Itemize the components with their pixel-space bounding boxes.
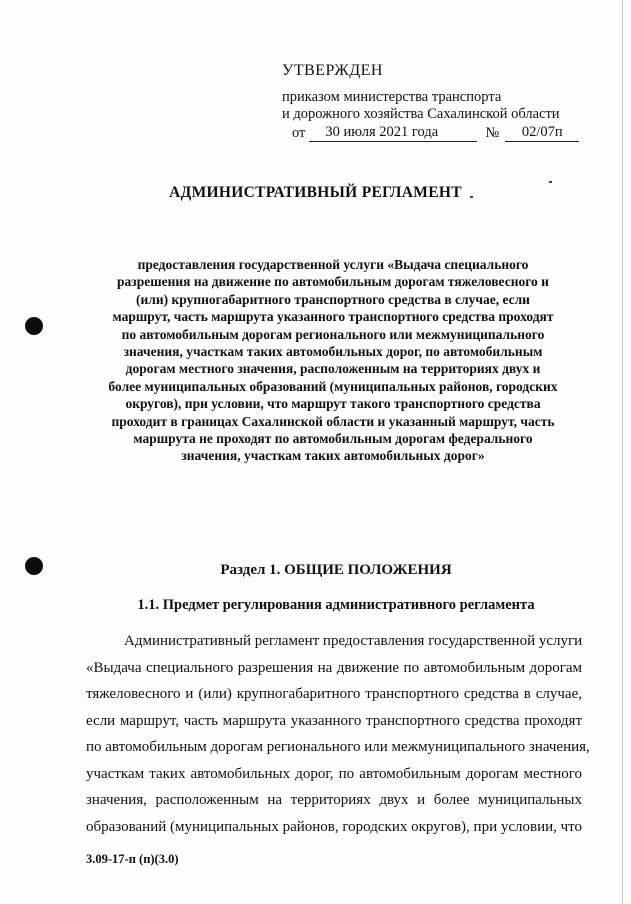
body-line: по автомобильным дорогам регионального или межмуниципального значения, bbox=[86, 739, 590, 755]
subject-line: округов), при условии, что маршрут такого транспортного средства bbox=[125, 396, 541, 412]
regulation-subject bbox=[98, 256, 568, 465]
subject-line: проходит в границах Сахалинской области и указанный маршрут, часть bbox=[111, 413, 555, 429]
approval-number: 02/07п bbox=[505, 124, 579, 142]
subsection-title: 1.1. Предмет регулирования административного регламента bbox=[137, 597, 535, 613]
body-line: участкам таких автомобильных дорог, по автомобильным дорогам местного bbox=[86, 765, 582, 782]
document-title: АДМИНИСТРАТИВНЫЙ РЕГЛАМЕНТ bbox=[169, 184, 462, 201]
subject-line: по автомобильным дорогам регионального или межмуниципального bbox=[121, 326, 545, 342]
subject-line: предоставления государственной услуги «Выдача специального bbox=[137, 257, 529, 272]
document-code: 3.09-17-п (п)(3.0) bbox=[86, 852, 179, 866]
body-line: если маршрут, часть маршрута указанного транспортного средства проходят bbox=[86, 712, 582, 729]
subject-line: маршрут, часть маршрута указанного транспортного средства проходят bbox=[112, 309, 554, 325]
subject-line: дорогам местного значения, расположенным на территориях двух и bbox=[125, 361, 541, 377]
body-line: тяжеловесного и (или) крупногабаритного транспортного средства в случае, bbox=[86, 686, 582, 702]
subject-line: значения, участкам таких автомобильных дорог» bbox=[181, 448, 485, 464]
approval-order-line-1: приказом министерства транспорта bbox=[282, 89, 502, 105]
body-line: образований (муниципальных районов, городских округов), при условии, что bbox=[86, 818, 583, 835]
subject-line: (или) крупногабаритного транспортного средства в случае, если bbox=[136, 291, 530, 307]
approval-order-line-2: и дорожного хозяйства Сахалинской области bbox=[282, 106, 560, 122]
number-sign: № bbox=[485, 125, 500, 141]
approval-date: 30 июля 2021 года bbox=[309, 124, 477, 142]
body-line: «Выдача специального разрешения на движение по автомобильным дорогам bbox=[86, 659, 582, 676]
scan-edge-line bbox=[622, 0, 623, 904]
punch-hole-top bbox=[25, 317, 43, 335]
scan-speck bbox=[549, 181, 552, 183]
approval-block bbox=[282, 62, 602, 142]
subject-line: маршрута не проходят по автомобильным дорогам федерального bbox=[133, 431, 533, 447]
subject-line: более муниципальных образований (муниципальных районов, городских bbox=[108, 378, 558, 394]
body-line: значения, расположенным на территориях двух и более муниципальных bbox=[86, 792, 582, 808]
body-paragraph bbox=[86, 628, 590, 840]
subject-line: разрешения на движение по автомобильным дорогам тяжеловесного и bbox=[117, 274, 549, 290]
body-line: Административный регламент предоставления государственной услуги bbox=[124, 633, 583, 649]
subject-line: значения, участкам таких автомобильных дорог, по автомобильным bbox=[123, 344, 543, 360]
approval-date-number-line bbox=[282, 124, 602, 142]
date-prefix: от bbox=[292, 125, 306, 141]
section-title: Раздел 1. ОБЩИЕ ПОЛОЖЕНИЯ bbox=[220, 562, 452, 578]
approved-label: УТВЕРЖДЕН bbox=[282, 62, 383, 79]
